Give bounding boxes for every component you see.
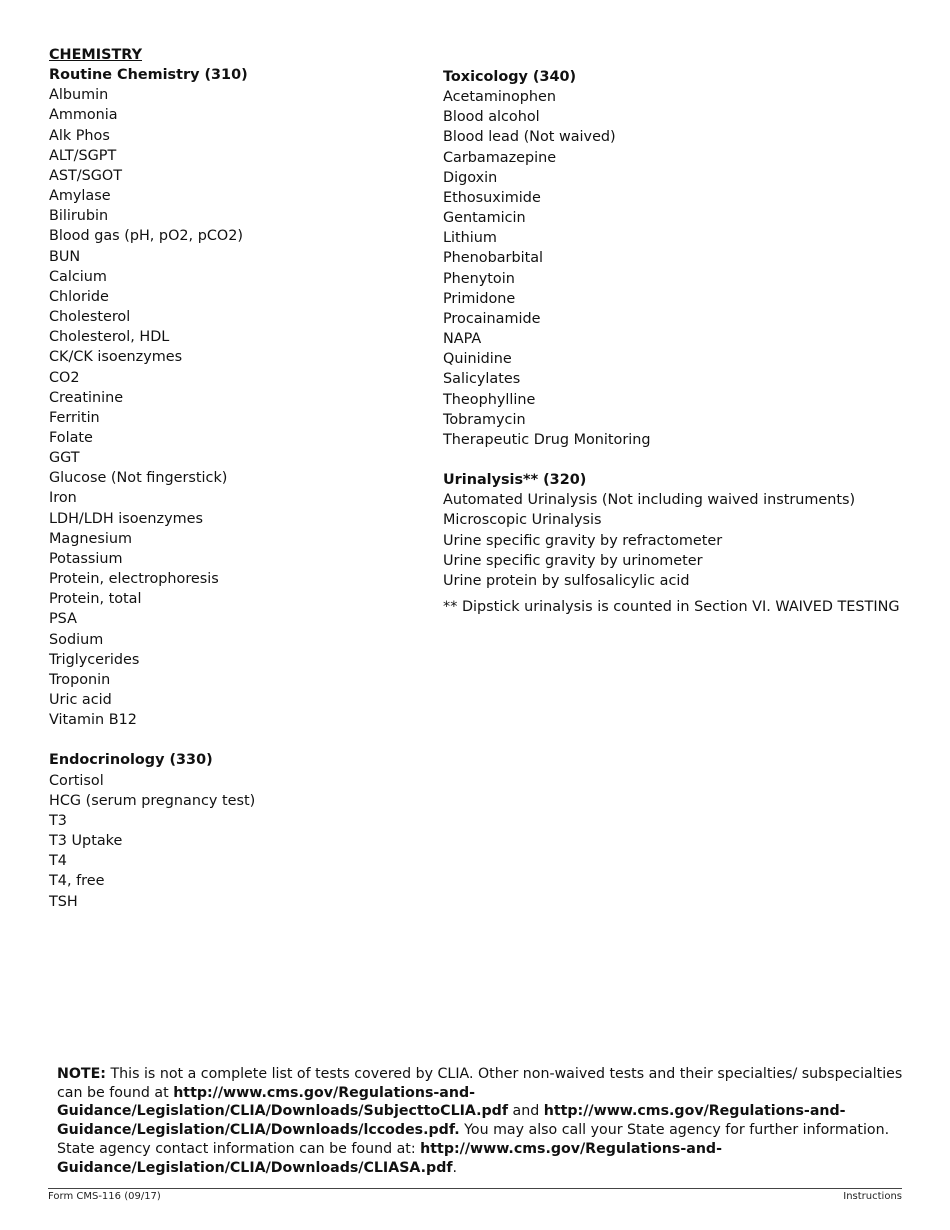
form-id: Form CMS-116 (09/17): [48, 1191, 161, 1202]
test-item: T4, free: [49, 873, 105, 890]
heading-urinalysis: Urinalysis** (320): [443, 472, 587, 489]
test-item: Amylase: [49, 188, 111, 205]
test-item: NAPA: [443, 331, 482, 348]
test-item: Urine specific gravity by refractometer: [443, 532, 723, 549]
test-item: Iron: [49, 490, 77, 507]
test-item: Procainamide: [443, 310, 541, 327]
heading-toxicology: Toxicology (340): [443, 69, 577, 85]
section-title-chemistry: CHEMISTRY: [49, 47, 143, 63]
test-item: Urine protein by sulfosalicylic acid: [443, 572, 690, 589]
test-item: Cholesterol, HDL: [49, 329, 170, 346]
link-subject-to-clia[interactable]: http://www.cms.gov/Regulations-and-Guidance/Legislation/CLIA/Downloads/SubjecttoCLIA.pdf: [57, 1084, 509, 1120]
spacer: [443, 450, 933, 470]
test-item: Phenobarbital: [443, 250, 544, 267]
test-item: Glucose (Not fingerstick): [49, 470, 228, 487]
test-item: Therapeutic Drug Monitoring: [443, 431, 651, 448]
test-item: Carbamazepine: [443, 149, 557, 166]
test-item: Cortisol: [49, 772, 104, 789]
footer-section-label: Instructions: [843, 1191, 902, 1202]
test-item: HCG (serum pregnancy test): [49, 792, 256, 809]
heading-routine-chemistry: Routine Chemistry (310): [49, 67, 248, 84]
endocrinology-list: [49, 771, 429, 912]
test-item: Creatinine: [49, 389, 124, 406]
test-item: T4: [49, 853, 67, 870]
urinalysis-list: [443, 490, 933, 591]
footer-divider: [48, 1188, 902, 1189]
test-item: Protein, total: [49, 591, 142, 608]
test-item: CK/CK isoenzymes: [49, 349, 183, 366]
test-item: GGT: [49, 450, 80, 467]
test-item: CO2: [49, 369, 80, 386]
note-label: NOTE:: [57, 1066, 106, 1082]
test-item: Lithium: [443, 230, 497, 247]
test-item: Triglycerides: [49, 651, 140, 668]
test-item: Theophylline: [443, 391, 536, 408]
test-item: ALT/SGPT: [49, 147, 117, 164]
link-lccodes[interactable]: http://www.cms.gov/Regulations-and-Guidance/Legislation/CLIA/Downloads/lccodes.pdf.: [57, 1103, 846, 1139]
test-item: T3 Uptake: [49, 833, 123, 850]
left-column: [49, 45, 429, 912]
test-item: T3: [49, 812, 67, 829]
test-item: Albumin: [49, 87, 109, 104]
toxicology-list: [443, 87, 933, 450]
test-item: Cholesterol: [49, 309, 131, 326]
test-item: Magnesium: [49, 530, 132, 547]
note-paragraph: [57, 1065, 907, 1177]
test-item: AST/SGOT: [49, 167, 123, 184]
test-item: LDH/LDH isoenzymes: [49, 510, 203, 527]
test-item: Alk Phos: [49, 127, 110, 144]
test-item: Bilirubin: [49, 208, 109, 225]
test-item: Ferritin: [49, 409, 100, 426]
test-item: Ammonia: [49, 107, 118, 124]
test-item: Protein, electrophoresis: [49, 571, 219, 588]
note-text-2: and: [508, 1103, 544, 1120]
test-item: Tobramycin: [443, 411, 526, 428]
test-item: Chloride: [49, 288, 109, 305]
test-item: Troponin: [49, 671, 111, 688]
test-item: BUN: [49, 248, 81, 265]
test-item: Phenytoin: [443, 270, 515, 287]
heading-endocrinology: Endocrinology (330): [49, 752, 213, 769]
test-item: Gentamicin: [443, 210, 526, 227]
routine-chemistry-list: [49, 85, 429, 730]
test-item: Digoxin: [443, 169, 498, 186]
test-item: Blood alcohol: [443, 109, 540, 126]
urinalysis-footnote: ** Dipstick urinalysis is counted in Section VI. WAIVED TESTING: [443, 599, 900, 616]
test-item: Potassium: [49, 550, 123, 567]
test-item: Calcium: [49, 268, 107, 285]
note-text-3: You may also call your State agency for further information. State agency contact information can be found at:: [57, 1122, 890, 1157]
note-text-4: .: [452, 1159, 458, 1176]
test-item: Quinidine: [443, 351, 512, 368]
link-cliasa[interactable]: http://www.cms.gov/Regulations-and-Guidance/Legislation/CLIA/Downloads/CLIASA.pdf: [57, 1140, 722, 1176]
test-item: Vitamin B12: [49, 712, 137, 729]
test-item: TSH: [49, 893, 78, 910]
test-item: Urine specific gravity by urinometer: [443, 552, 703, 569]
test-item: Sodium: [49, 631, 104, 648]
test-item: Blood gas (pH, pO2, pCO2): [49, 228, 243, 245]
test-item: Folate: [49, 429, 93, 446]
right-column: [443, 67, 933, 617]
note-text-1: This is not a complete list of tests covered by CLIA. Other non-waived tests and their specialties/ subspecialties can be found at: [57, 1066, 903, 1101]
test-item: Microscopic Urinalysis: [443, 512, 602, 529]
test-item: Uric acid: [49, 692, 112, 708]
test-item: Ethosuximide: [443, 189, 541, 206]
test-item: Automated Urinalysis (Not including waived instruments): [443, 492, 856, 509]
test-item: Blood lead (Not waived): [443, 129, 616, 146]
test-item: Salicylates: [443, 371, 521, 388]
spacer: [49, 730, 429, 750]
test-item: Primidone: [443, 290, 516, 307]
test-item: Acetaminophen: [443, 89, 556, 106]
test-item: PSA: [49, 611, 77, 628]
